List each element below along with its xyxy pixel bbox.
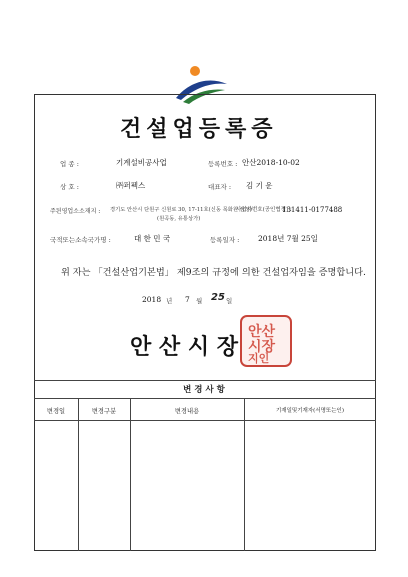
- field-label-nationality: 국적또는소속국가명 :: [50, 236, 111, 244]
- issue-month-unit: 월: [196, 297, 203, 305]
- issue-day-unit: 일: [226, 297, 233, 305]
- field-label-company-name: 상 호 :: [60, 183, 79, 191]
- field-value-nationality: 대 한 민 국: [134, 234, 171, 243]
- field-label-biz-number: 사업자번호(공인협정) :: [236, 207, 292, 213]
- seal-text-2: 시장: [248, 339, 276, 355]
- field-value-company-name: ㈜퍼펙스: [116, 181, 146, 190]
- column-header-change-date: 변경일: [46, 408, 66, 415]
- seal-text-3: 지인: [248, 352, 270, 365]
- issue-year-unit: 년: [166, 297, 173, 305]
- field-label-address: 주된영업소소재지 :: [50, 208, 101, 215]
- column-header-change-type: 변경구분: [91, 408, 117, 415]
- column-header-change-content: 변경내용: [174, 408, 200, 415]
- field-label-reg-date: 등록일자 :: [210, 236, 240, 244]
- issue-day: 25: [211, 292, 225, 303]
- issue-month: 7: [185, 295, 190, 304]
- certificate-title: 건설업등록증: [120, 116, 278, 142]
- field-value-business-type: 기계설비공사업: [116, 158, 167, 167]
- issuing-authority: 안 산 시 장: [130, 334, 238, 360]
- field-label-business-type: 업 종 :: [60, 160, 79, 168]
- address-note: (원곡동, 유통상가): [157, 216, 201, 222]
- certificate-frame: [34, 94, 376, 551]
- changes-section-title: 변 경 사 항: [183, 385, 225, 395]
- issue-year: 2018: [142, 295, 162, 304]
- field-value-reg-number: 안산2018-10-02: [242, 158, 300, 167]
- certificate-statement: 위 자는 「건설산업기본법」 제9조의 규정에 의한 건설업자임을 증명합니다.: [61, 267, 366, 278]
- field-value-representative: 김 기 운: [246, 181, 273, 190]
- field-value-biz-number: 131411-0177488: [282, 206, 343, 214]
- seal-text-1: 안산: [248, 324, 276, 340]
- official-seal-stamp: [240, 315, 292, 367]
- field-value-address: 경기도 안산시 단원구 신원로 30, 17-11호(신동 목화원 삼성): [110, 207, 252, 213]
- field-label-representative: 대표자 :: [208, 183, 232, 191]
- field-label-reg-number: 등록번호 :: [208, 160, 238, 168]
- column-header-entry-signature: 기재일및기재자(서명또는인): [275, 408, 345, 414]
- field-value-reg-date: 2018년 7월 25일: [258, 234, 318, 243]
